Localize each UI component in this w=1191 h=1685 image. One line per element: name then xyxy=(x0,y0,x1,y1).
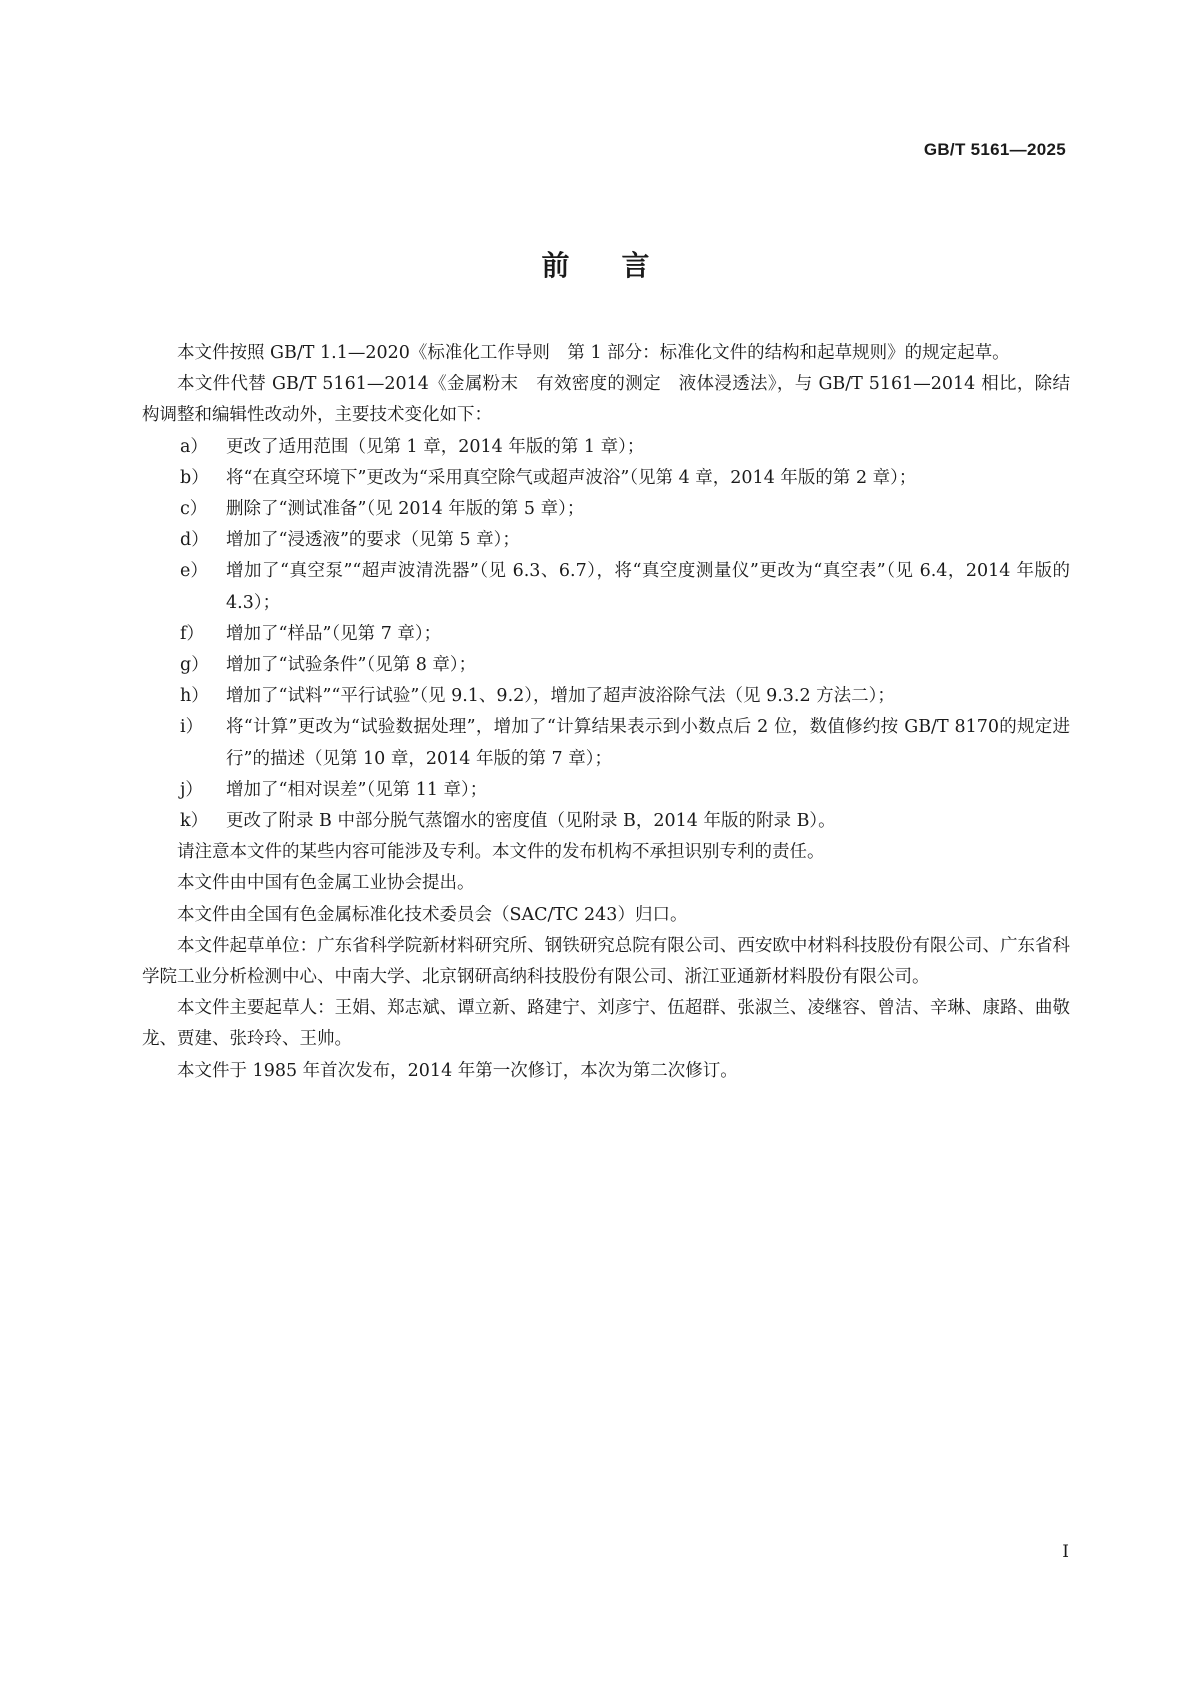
list-item xyxy=(142,432,1070,463)
list-item xyxy=(142,556,1070,618)
list-item-text: 删除了“测试准备”（见 2014 年版的第 5 章）； xyxy=(226,499,585,520)
list-item xyxy=(142,525,1070,556)
list-item-text: 将“计算”更改为“试验数据处理”，增加了“计算结果表示到小数点后 2 位，数值修约按 GB/T 8170的规定进行”的描述（见第 10 章，2014 年版的第 7 章）； xyxy=(226,717,1070,769)
history-paragraph: 本文件于 1985 年首次发布，2014 年第一次修订，本次为第二次修订。 xyxy=(177,1060,738,1081)
list-item xyxy=(142,650,1070,681)
list-marker: f） xyxy=(180,623,204,644)
list-item xyxy=(142,463,1070,494)
list-item-text: 增加了“相对误差”（见第 11 章）； xyxy=(226,779,488,800)
list-item-text: 更改了附录 B 中部分脱气蒸馏水的密度值（见附录 B，2014 年版的附录 B）。 xyxy=(226,811,836,832)
patent-notice-paragraph: 请注意本文件的某些内容可能涉及专利。本文件的发布机构不承担识别专利的责任。 xyxy=(177,842,825,863)
list-item xyxy=(142,712,1070,774)
list-item-text: 增加了“试验条件”（见第 8 章）； xyxy=(226,655,477,676)
intro-paragraph-drafting-rules: 本文件按照 GB/T 1.1—2020《标准化工作导则 第 1 部分：标准化文件的结构和起草规则》的规定起草。 xyxy=(177,343,1010,363)
list-marker: j） xyxy=(180,779,203,800)
list-marker: e） xyxy=(180,561,208,582)
page-number: I xyxy=(1062,1542,1069,1562)
foreword-body xyxy=(142,338,1070,1087)
list-marker: c） xyxy=(180,499,208,520)
list-item xyxy=(142,681,1070,712)
drafters-paragraph: 本文件主要起草人：王娟、郑志斌、谭立新、路建宁、刘彦宁、伍超群、张淑兰、凌继容、曾洁、辛琳、康路、曲敬龙、贾建、张玲玲、王帅。 xyxy=(142,998,1070,1050)
drafting-units-paragraph: 本文件起草单位：广东省科学院新材料研究所、钢铁研究总院有限公司、西安欧中材料科技股份有限公司、广东省科学院工业分析检测中心、中南大学、北京钢研高纳科技股份有限公司、浙江亚通新材料股份有限公司。 xyxy=(142,935,1070,988)
list-item xyxy=(142,494,1070,525)
list-item-text: 增加了“浸透液”的要求（见第 5 章）； xyxy=(226,530,520,551)
list-item-text: 将“在真空环境下”更改为“采用真空除气或超声波浴”（见第 4 章，2014 年版的第 2 章）； xyxy=(226,467,917,488)
list-item xyxy=(142,806,1070,837)
list-item-text: 增加了“试料”“平行试验”（见 9.1、9.2），增加了超声波浴除气法（见 9.3.2 方法二）； xyxy=(226,686,895,707)
list-item-text: 更改了适用范围（见第 1 章，2014 年版的第 1 章）； xyxy=(226,436,645,457)
intro-paragraph-replacement: 本文件代替 GB/T 5161—2014《金属粉末 有效密度的测定 液体浸透法》，与 GB/T 5161—2014 相比，除结构调整和编辑性改动外，主要技术变化如下： xyxy=(142,374,1070,426)
list-marker: k） xyxy=(180,811,209,832)
list-item-text: 增加了“真空泵”“超声波清洗器”（见 6.3、6.7），将“真空度测量仪”更改为“真空表”（见 6.4，2014 年版的 4.3）； xyxy=(226,561,1070,613)
list-marker: g） xyxy=(180,655,209,676)
technical-changes-list xyxy=(142,432,1070,838)
centralized-by-paragraph: 本文件由全国有色金属标准化技术委员会（SAC/TC 243）归口。 xyxy=(177,904,688,925)
page-title: 前言 xyxy=(541,249,702,282)
list-marker: b） xyxy=(180,467,209,488)
list-item xyxy=(142,775,1070,806)
list-marker: i） xyxy=(180,717,204,738)
document-code: GB/T 5161—2025 xyxy=(923,140,1066,159)
list-item xyxy=(142,619,1070,650)
list-item-text: 增加了“样品”（见第 7 章）； xyxy=(226,623,442,644)
proposed-by-paragraph: 本文件由中国有色金属工业协会提出。 xyxy=(177,873,475,894)
list-marker: a） xyxy=(180,436,208,457)
list-marker: h） xyxy=(180,686,209,707)
list-marker: d） xyxy=(180,530,209,551)
